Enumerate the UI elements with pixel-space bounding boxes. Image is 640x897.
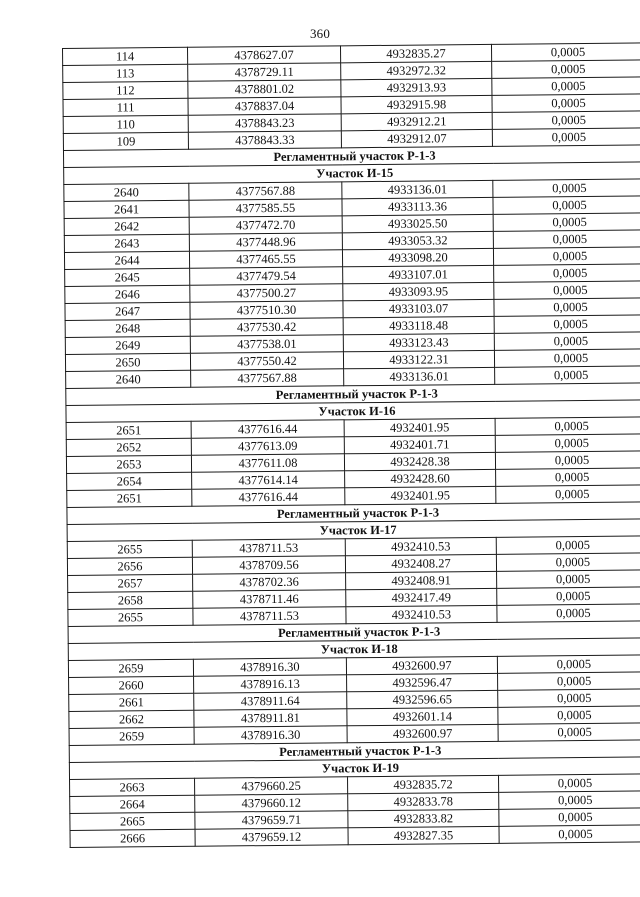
error-value-cell: 0,0005: [492, 60, 640, 78]
plot-heading: Участок И-17: [67, 519, 640, 542]
x-coordinate-cell: 4377550.42: [190, 352, 343, 370]
point-number-cell: 2640: [66, 370, 191, 388]
point-number-cell: 2653: [66, 455, 191, 473]
y-coordinate-cell: 4933093.95: [343, 282, 494, 300]
error-value-cell: 0,0005: [496, 468, 640, 486]
point-number-cell: 2655: [67, 540, 192, 558]
y-coordinate-cell: 4932912.07: [341, 129, 492, 147]
error-value-cell: 0,0005: [496, 485, 640, 503]
point-number-cell: 2645: [65, 268, 190, 286]
error-value-cell: 0,0005: [495, 366, 640, 384]
y-coordinate-cell: 4932833.78: [348, 792, 499, 810]
section-heading: Регламентный участок Р-1-3: [63, 145, 640, 168]
point-number-cell: 2647: [65, 302, 190, 320]
error-value-cell: 0,0005: [499, 791, 640, 809]
y-coordinate-cell: 4932827.35: [348, 826, 499, 844]
x-coordinate-cell: 4377500.27: [190, 284, 343, 302]
y-coordinate-cell: 4932596.65: [347, 690, 498, 708]
y-coordinate-cell: 4932596.47: [347, 673, 498, 691]
y-coordinate-cell: 4932600.97: [347, 724, 498, 742]
y-coordinate-cell: 4933123.43: [343, 333, 494, 351]
error-value-cell: 0,0005: [494, 281, 640, 299]
x-coordinate-cell: 4377585.55: [189, 199, 342, 217]
error-value-cell: 0,0005: [492, 94, 640, 112]
x-coordinate-cell: 4377510.30: [190, 301, 343, 319]
error-value-cell: 0,0005: [495, 451, 640, 469]
y-coordinate-cell: 4932401.95: [345, 486, 496, 504]
point-number-cell: 2644: [64, 251, 189, 269]
x-coordinate-cell: 4378709.56: [192, 556, 345, 574]
error-value-cell: 0,0005: [497, 655, 640, 673]
error-value-cell: 0,0005: [496, 553, 640, 571]
point-number-cell: 2666: [70, 829, 195, 847]
y-coordinate-cell: 4932408.27: [345, 554, 496, 572]
y-coordinate-cell: 4932601.14: [347, 707, 498, 725]
point-number-cell: 2651: [67, 489, 192, 507]
point-number-cell: 2659: [69, 727, 194, 745]
error-value-cell: 0,0005: [498, 723, 640, 741]
x-coordinate-cell: 4378801.02: [188, 80, 341, 98]
error-value-cell: 0,0005: [494, 349, 640, 367]
y-coordinate-cell: 4932401.71: [344, 435, 495, 453]
x-coordinate-cell: 4378843.33: [188, 131, 341, 149]
error-value-cell: 0,0005: [493, 230, 640, 248]
y-coordinate-cell: 4932410.53: [345, 537, 496, 555]
y-coordinate-cell: 4933113.36: [342, 197, 493, 215]
point-number-cell: 111: [63, 98, 188, 116]
error-value-cell: 0,0005: [498, 672, 640, 690]
error-value-cell: 0,0005: [495, 434, 640, 452]
y-coordinate-cell: 4932428.38: [344, 452, 495, 470]
x-coordinate-cell: 4379659.12: [195, 828, 348, 846]
plot-heading: Участок И-18: [68, 638, 640, 661]
y-coordinate-cell: 4932417.49: [346, 588, 497, 606]
x-coordinate-cell: 4378711.46: [193, 590, 346, 608]
point-number-cell: 2655: [68, 608, 193, 626]
error-value-cell: 0,0005: [494, 332, 640, 350]
y-coordinate-cell: 4932972.32: [341, 61, 492, 79]
point-number-cell: 2656: [67, 557, 192, 575]
error-value-cell: 0,0005: [492, 128, 640, 146]
error-value-cell: 0,0005: [499, 808, 640, 826]
point-number-cell: 2658: [68, 591, 193, 609]
x-coordinate-cell: 4379660.12: [195, 794, 348, 812]
point-number-cell: 2654: [67, 472, 192, 490]
y-coordinate-cell: 4932835.27: [340, 44, 491, 62]
point-number-cell: 112: [63, 81, 188, 99]
error-value-cell: 0,0005: [493, 196, 640, 214]
x-coordinate-cell: 4377614.14: [192, 471, 345, 489]
point-number-cell: 2662: [69, 710, 194, 728]
x-coordinate-cell: 4377472.70: [189, 216, 342, 234]
error-value-cell: 0,0005: [496, 536, 640, 554]
y-coordinate-cell: 4933118.48: [343, 316, 494, 334]
coordinates-table: [62, 42, 640, 848]
point-number-cell: 2651: [66, 421, 191, 439]
y-coordinate-cell: 4933122.31: [343, 350, 494, 368]
error-value-cell: 0,0005: [497, 604, 640, 622]
point-number-cell: 2660: [69, 676, 194, 694]
x-coordinate-cell: 4377613.09: [191, 437, 344, 455]
x-coordinate-cell: 4377538.01: [190, 335, 343, 353]
x-coordinate-cell: 4377616.44: [191, 420, 344, 438]
x-coordinate-cell: 4378711.53: [193, 607, 346, 625]
x-coordinate-cell: 4378911.64: [194, 692, 347, 710]
point-number-cell: 2648: [65, 319, 190, 337]
section-heading: Регламентный участок Р-1-3: [69, 740, 640, 763]
error-value-cell: 0,0005: [499, 774, 640, 792]
section-heading: Регламентный участок Р-1-3: [67, 502, 640, 525]
point-number-cell: 109: [63, 132, 188, 150]
point-number-cell: 2652: [66, 438, 191, 456]
point-number-cell: 2661: [69, 693, 194, 711]
y-coordinate-cell: 4932600.97: [346, 656, 497, 674]
error-value-cell: 0,0005: [498, 706, 640, 724]
point-number-cell: 2650: [65, 353, 190, 371]
error-value-cell: 0,0005: [493, 247, 640, 265]
error-value-cell: 0,0005: [499, 825, 640, 843]
x-coordinate-cell: 4378916.30: [193, 658, 346, 676]
x-coordinate-cell: 4378916.30: [194, 726, 347, 744]
error-value-cell: 0,0005: [492, 111, 640, 129]
error-value-cell: 0,0005: [493, 179, 640, 197]
y-coordinate-cell: 4933136.01: [344, 367, 495, 385]
y-coordinate-cell: 4933098.20: [342, 248, 493, 266]
x-coordinate-cell: 4377448.96: [189, 233, 342, 251]
x-coordinate-cell: 4379660.25: [195, 777, 348, 795]
point-number-cell: 2646: [65, 285, 190, 303]
point-number-cell: 2642: [64, 217, 189, 235]
x-coordinate-cell: 4378916.13: [194, 675, 347, 693]
point-number-cell: 2649: [65, 336, 190, 354]
table-body: [63, 43, 640, 848]
y-coordinate-cell: 4933136.01: [342, 180, 493, 198]
x-coordinate-cell: 4377611.08: [191, 454, 344, 472]
y-coordinate-cell: 4932913.93: [341, 78, 492, 96]
x-coordinate-cell: 4377479.54: [190, 267, 343, 285]
x-coordinate-cell: 4377567.88: [189, 182, 342, 200]
x-coordinate-cell: 4378729.11: [188, 63, 341, 81]
y-coordinate-cell: 4932401.95: [344, 418, 495, 436]
y-coordinate-cell: 4933025.50: [342, 214, 493, 232]
point-number-cell: 2657: [68, 574, 193, 592]
page-number: 360: [309, 26, 331, 41]
y-coordinate-cell: 4932912.21: [341, 112, 492, 130]
point-number-cell: 114: [63, 47, 188, 65]
y-coordinate-cell: 4932428.60: [345, 469, 496, 487]
y-coordinate-cell: 4932835.72: [348, 775, 499, 793]
x-coordinate-cell: 4377567.88: [191, 369, 344, 387]
y-coordinate-cell: 4933107.01: [343, 265, 494, 283]
y-coordinate-cell: 4932915.98: [341, 95, 492, 113]
point-number-cell: 2640: [64, 183, 189, 201]
plot-heading: Участок И-19: [69, 757, 640, 780]
error-value-cell: 0,0005: [494, 298, 640, 316]
point-number-cell: 113: [63, 64, 188, 82]
plot-heading: Участок И-15: [64, 162, 640, 185]
x-coordinate-cell: 4378627.07: [187, 46, 340, 64]
error-value-cell: 0,0005: [493, 213, 640, 231]
x-coordinate-cell: 4378711.53: [192, 539, 345, 557]
error-value-cell: 0,0005: [491, 43, 640, 61]
y-coordinate-cell: 4932408.91: [346, 571, 497, 589]
section-heading: Регламентный участок Р-1-3: [68, 621, 640, 644]
error-value-cell: 0,0005: [494, 315, 640, 333]
error-value-cell: 0,0005: [497, 570, 640, 588]
error-value-cell: 0,0005: [492, 77, 640, 95]
x-coordinate-cell: 4377465.55: [189, 250, 342, 268]
point-number-cell: 2665: [70, 812, 195, 830]
point-number-cell: 2643: [64, 234, 189, 252]
x-coordinate-cell: 4378843.23: [188, 114, 341, 132]
point-number-cell: 2659: [68, 659, 193, 677]
x-coordinate-cell: 4379659.71: [195, 811, 348, 829]
y-coordinate-cell: 4933053.32: [342, 231, 493, 249]
plot-heading: Участок И-16: [66, 400, 640, 423]
y-coordinate-cell: 4933103.07: [343, 299, 494, 317]
point-number-cell: 2664: [70, 795, 195, 813]
x-coordinate-cell: 4377530.42: [190, 318, 343, 336]
point-number-cell: 2641: [64, 200, 189, 218]
x-coordinate-cell: 4377616.44: [192, 488, 345, 506]
error-value-cell: 0,0005: [495, 417, 640, 435]
point-number-cell: 110: [63, 115, 188, 133]
error-value-cell: 0,0005: [497, 587, 640, 605]
x-coordinate-cell: 4378911.81: [194, 709, 347, 727]
point-number-cell: 2663: [70, 778, 195, 796]
section-heading: Регламентный участок Р-1-3: [66, 383, 640, 406]
error-value-cell: 0,0005: [498, 689, 640, 707]
x-coordinate-cell: 4378702.36: [193, 573, 346, 591]
error-value-cell: 0,0005: [494, 264, 640, 282]
x-coordinate-cell: 4378837.04: [188, 97, 341, 115]
y-coordinate-cell: 4932410.53: [346, 605, 497, 623]
y-coordinate-cell: 4932833.82: [348, 809, 499, 827]
